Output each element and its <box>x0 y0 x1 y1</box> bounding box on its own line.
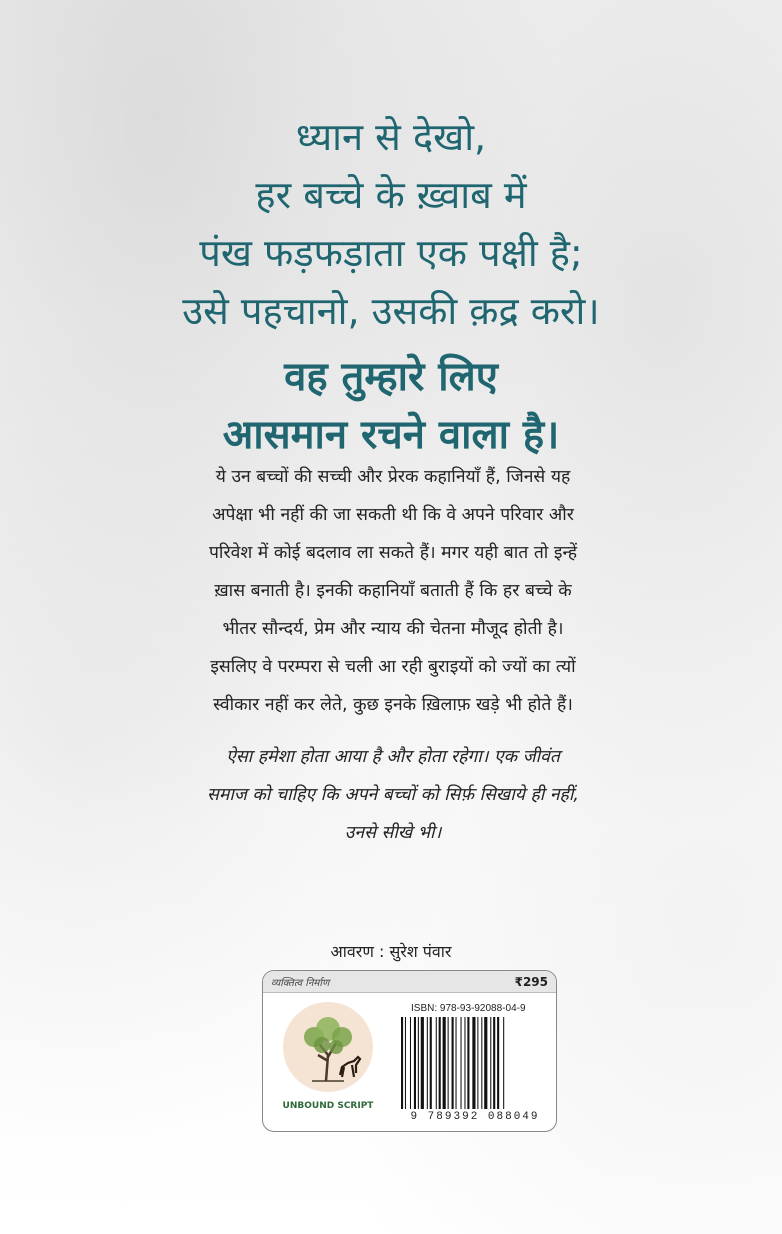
tree-with-horse-icon <box>282 1001 374 1093</box>
barcode-bar <box>418 1017 419 1109</box>
quote-part-2 <box>0 348 782 464</box>
box-header <box>263 971 556 993</box>
description-line: परिवेश में कोई बदलाव ला सकते हैं। मगर यही बात तो इन्हें <box>208 543 578 563</box>
closing-paragraph <box>158 738 628 852</box>
barcode-bar <box>439 1017 441 1109</box>
barcode-bar <box>464 1017 465 1109</box>
barcode-bar <box>410 1017 411 1109</box>
barcode-number: 9 789392 088049 <box>410 1111 540 1123</box>
quote-line: उसे पहचानो, उसकी क़द्र करो। <box>182 289 600 333</box>
quote-line: पंख फड़फड़ाता एक पक्षी है; <box>199 231 583 275</box>
quote-line: ध्यान से देखो, <box>295 115 487 159</box>
description-line: भीतर सौन्दर्य, प्रेम और न्याय की चेतना मौजूद होती है। <box>222 619 564 639</box>
barcode-bar <box>481 1017 482 1109</box>
barcode-bar <box>448 1017 449 1109</box>
description-line: अपेक्षा भी नहीं की जा सकती थी कि वे अपने परिवार और <box>212 505 574 525</box>
description-line: स्वीकार नहीं कर लेते, कुछ इनके ख़िलाफ़ खड़े भी होते हैं। <box>213 695 573 715</box>
barcode-bar <box>467 1017 469 1109</box>
barcode-bar <box>461 1017 462 1109</box>
cover-credit: आवरण : सुरेश पंवार <box>330 942 452 961</box>
closing-line: उनसे सीखे भी। <box>344 823 442 843</box>
description-line: ये उन बच्चों की सच्ची और प्रेरक कहानियाँ हैं, जिनसे यह <box>215 467 571 487</box>
barcode-bar <box>427 1017 428 1109</box>
publisher-name: UNBOUND SCRIPT <box>282 1101 374 1111</box>
barcode-bar <box>493 1017 495 1109</box>
closing-line: ऐसा हमेशा होता आया है और होता रहेगा। एक जीवंत <box>226 747 560 767</box>
quote-line: हर बच्चे के ख़्वाब में <box>255 173 527 217</box>
isbn-label: ISBN: 978-93-92088-04-9 <box>411 1003 526 1014</box>
barcode-bar <box>443 1017 446 1109</box>
barcode-bar <box>405 1017 406 1109</box>
publisher-logo <box>273 1001 383 1121</box>
price-label: ₹295 <box>514 974 548 989</box>
closing-line: समाज को चाहिए कि अपने बच्चों को सिर्फ़ सिखाये ही नहीं, <box>207 785 579 805</box>
barcode-bar <box>452 1017 454 1109</box>
description-line: इसलिए वे परम्परा से चली आ रही बुराइयों को ज्यों का त्यों <box>210 657 576 677</box>
quote-part-1 <box>0 108 782 340</box>
quote-line-bold: वह तुम्हारे लिए <box>284 354 498 400</box>
barcode-bar <box>497 1017 499 1109</box>
barcode-bar <box>456 1017 457 1109</box>
barcode-bar <box>472 1017 475 1109</box>
description-line: ख़ास बनाती है। इनकी कहानियाँ बताती हैं कि हर बच्चे के <box>214 581 572 601</box>
barcode-bar <box>436 1017 437 1109</box>
barcode-bar <box>430 1017 432 1109</box>
barcode-bar <box>401 1017 403 1109</box>
barcode-bar <box>503 1017 504 1109</box>
barcode-bar <box>421 1017 424 1109</box>
description-paragraph <box>158 458 628 724</box>
quote-line-bold: आसमान रचने वाला है। <box>222 412 560 458</box>
barcode-bar <box>490 1017 491 1109</box>
barcode-icon <box>399 1017 549 1109</box>
publisher-info-box <box>262 970 557 1132</box>
category-label: व्यक्तित्व निर्माण <box>271 977 330 989</box>
barcode-bar <box>477 1017 478 1109</box>
barcode-bar <box>484 1017 487 1109</box>
barcode-bar <box>414 1017 416 1109</box>
